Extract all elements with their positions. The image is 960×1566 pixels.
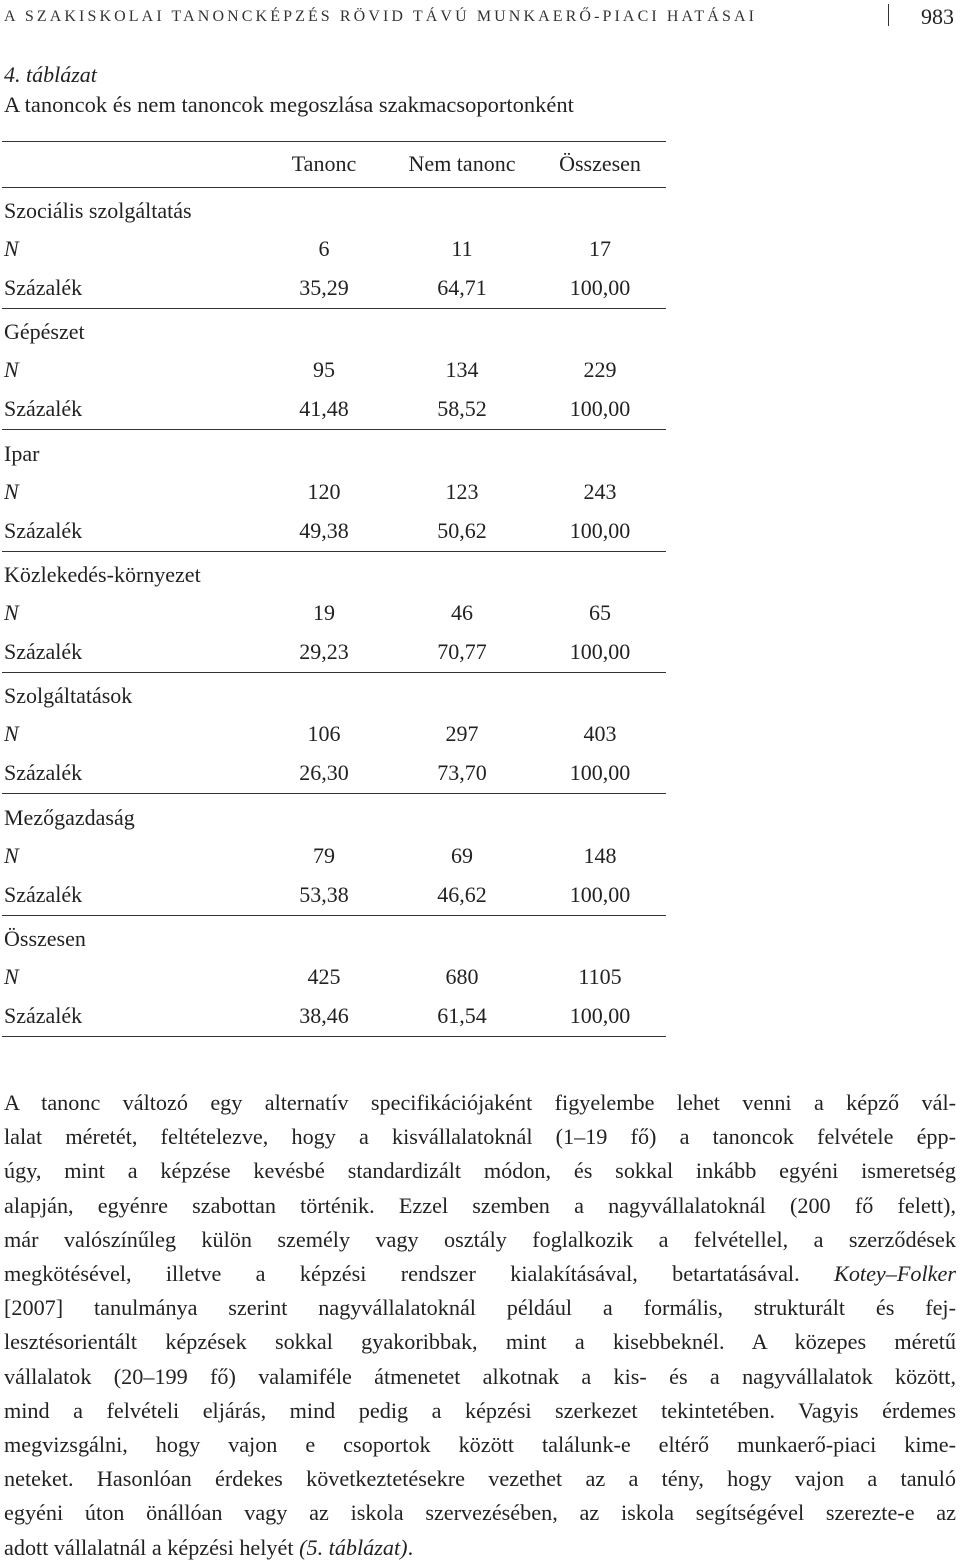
table-cell: 95 bbox=[313, 357, 335, 383]
body-line: megvizsgálni, hogy vajon e csoportok között találunk-e eltérő munkaerő-piaci kime- bbox=[4, 1432, 956, 1458]
group-rule bbox=[2, 551, 666, 552]
group-name: Gépészet bbox=[4, 319, 85, 345]
table-cell: 26,30 bbox=[299, 760, 349, 786]
table-cell: 100,00 bbox=[569, 760, 631, 786]
running-head-separator bbox=[888, 4, 889, 26]
table-cell: 58,52 bbox=[437, 396, 487, 422]
table-cell: 134 bbox=[445, 357, 479, 383]
table-cell: 6 bbox=[318, 236, 330, 261]
table-cell: 46,62 bbox=[437, 881, 487, 907]
row-label: Százalék bbox=[4, 396, 83, 422]
table-cell: 69 bbox=[451, 842, 473, 868]
table-cell: 19 bbox=[313, 599, 335, 625]
table-cell: 100,00 bbox=[569, 638, 631, 664]
row-label: N bbox=[4, 842, 19, 868]
body-line: lalat méretét, feltételezve, hogy a kisvállalatoknál (1–19 fő) a tanoncok felvétele épp- bbox=[4, 1124, 956, 1150]
body-line: neteket. Hasonlóan érdekes következtetésekre vezethet az a tény, hogy vajon a tanuló bbox=[4, 1466, 956, 1492]
table-caption: A tanoncok és nem tanoncok megoszlása szakmacsoportonként bbox=[4, 92, 574, 117]
end-mark: . bbox=[407, 1534, 414, 1560]
group-name: Ipar bbox=[4, 440, 40, 466]
table-cell: 148 bbox=[583, 842, 617, 868]
body-line: mind a felvételi eljárás, mind pedig a képzési szerkezet tekintetében. Vagyis érdemes bbox=[4, 1397, 956, 1423]
row-label: Százalék bbox=[4, 1002, 83, 1028]
row-label: N bbox=[4, 357, 19, 383]
body-line: már valószínűleg külön személy vagy osztály foglalkozik a felvétellel, a szerződések bbox=[4, 1226, 956, 1252]
table-cell: 41,48 bbox=[299, 396, 349, 422]
table-cell: 73,70 bbox=[437, 760, 487, 786]
table-cell: 403 bbox=[583, 721, 617, 747]
table-cell: 38,46 bbox=[299, 1002, 349, 1028]
table-cell: 35,29 bbox=[299, 275, 349, 300]
running-head-title: A SZAKISKOLAI TANONCKÉPZÉS RÖVID TÁVÚ MUNKAERŐ-PIACI HATÁSAI bbox=[4, 8, 758, 25]
table-cell: 100,00 bbox=[569, 881, 631, 907]
group-rule bbox=[2, 793, 666, 794]
table-cell: 100,00 bbox=[569, 1002, 631, 1028]
body-line-with-citation bbox=[4, 1257, 956, 1291]
table-cell: 297 bbox=[445, 721, 479, 747]
table-cell: 79 bbox=[313, 842, 335, 868]
column-header: Tanonc bbox=[291, 151, 357, 176]
table-cell: 229 bbox=[583, 357, 617, 383]
group-rule bbox=[2, 429, 666, 430]
column-header: Nem tanonc bbox=[408, 151, 516, 176]
table-label: 4. táblázat bbox=[4, 62, 97, 87]
table-cell: 49,38 bbox=[299, 517, 349, 543]
row-label: N bbox=[4, 236, 19, 261]
table-cell: 29,23 bbox=[299, 638, 349, 664]
group-rule bbox=[2, 672, 666, 673]
body-line: A tanonc változó egy alternatív specifikációjaként figyelembe lehet venni a képző vál- bbox=[4, 1090, 956, 1115]
page-number: 983 bbox=[921, 4, 954, 29]
group-rule bbox=[2, 915, 666, 916]
table-cell: 100,00 bbox=[569, 275, 631, 300]
body-line: egyéni úton önállóan vagy az iskola szervezésében, az iskola segítségével szerezte-e az bbox=[4, 1500, 956, 1526]
table-cell: 100,00 bbox=[569, 396, 631, 422]
body-line: úgy, mint a képzése kevésbé standardizált módon, és sokkal inkább egyéni ismeretség bbox=[4, 1158, 956, 1184]
body-line-last bbox=[4, 1531, 956, 1565]
table-cell: 70,77 bbox=[437, 638, 487, 664]
group-name: Szolgáltatások bbox=[4, 683, 133, 709]
body-line: lesztésorientált képzések sokkal gyakoribbak, mint a kisebbeknél. A közepes méretű bbox=[4, 1329, 956, 1355]
group-name: Összesen bbox=[4, 925, 86, 951]
body-line-text: adott vállalatnál a képzési helyét bbox=[4, 1534, 294, 1560]
table-cell: 53,38 bbox=[299, 881, 349, 907]
body-line-text: megkötésével, illetve a képzési rendszer kialakításával, betartatásával. bbox=[4, 1261, 800, 1287]
row-label: N bbox=[4, 721, 19, 747]
body-line: alapján, egyénre szabottan történik. Ezzel szemben a nagyvállalatoknál (200 fő felett), bbox=[4, 1192, 956, 1218]
table-cell: 120 bbox=[307, 478, 341, 504]
row-label: Százalék bbox=[4, 275, 83, 300]
body-paragraph bbox=[4, 1086, 956, 1565]
row-label: N bbox=[4, 599, 19, 625]
table-cell: 243 bbox=[583, 478, 617, 504]
row-label: Százalék bbox=[4, 638, 83, 664]
table-cell: 61,54 bbox=[437, 1002, 487, 1028]
row-label: N bbox=[4, 963, 19, 989]
group-name: Mezőgazdaság bbox=[4, 804, 135, 830]
table-cell: 17 bbox=[589, 236, 611, 261]
table-header-rule bbox=[2, 187, 666, 188]
row-label: Százalék bbox=[4, 760, 83, 786]
table-cell: 425 bbox=[307, 963, 341, 989]
body-line: [2007] tanulmánya szerint nagyvállalatoknál például a formális, strukturált és fej- bbox=[4, 1295, 956, 1321]
body-line: vállalatok (20–199 fő) valamiféle átmenetet alkotnak a kis- és a nagyvállalatok között, bbox=[4, 1363, 956, 1389]
table-cell: 100,00 bbox=[569, 517, 631, 543]
table-cell: 1105 bbox=[578, 963, 622, 989]
table-cell: 46 bbox=[451, 599, 473, 625]
group-rule bbox=[2, 308, 666, 309]
column-header: Összesen bbox=[559, 151, 641, 176]
table-reference: (5. táblázat) bbox=[299, 1534, 408, 1560]
table-cell: 680 bbox=[445, 963, 479, 989]
table-cell: 65 bbox=[589, 599, 611, 625]
row-label: Százalék bbox=[4, 517, 83, 543]
citation-author: Kotey–Folker bbox=[834, 1261, 957, 1287]
running-head bbox=[2, 4, 958, 30]
table-top-rule bbox=[2, 141, 666, 142]
table-cell: 11 bbox=[451, 236, 473, 261]
table-cell: 106 bbox=[307, 721, 341, 747]
table-cell: 123 bbox=[445, 478, 479, 504]
group-rule bbox=[2, 1036, 666, 1037]
table-cell: 64,71 bbox=[437, 275, 487, 300]
table-cell: 50,62 bbox=[437, 517, 487, 543]
group-name: Szociális szolgáltatás bbox=[4, 198, 192, 223]
row-label: N bbox=[4, 478, 19, 504]
group-name: Közlekedés-környezet bbox=[4, 561, 201, 587]
row-label: Százalék bbox=[4, 881, 83, 907]
